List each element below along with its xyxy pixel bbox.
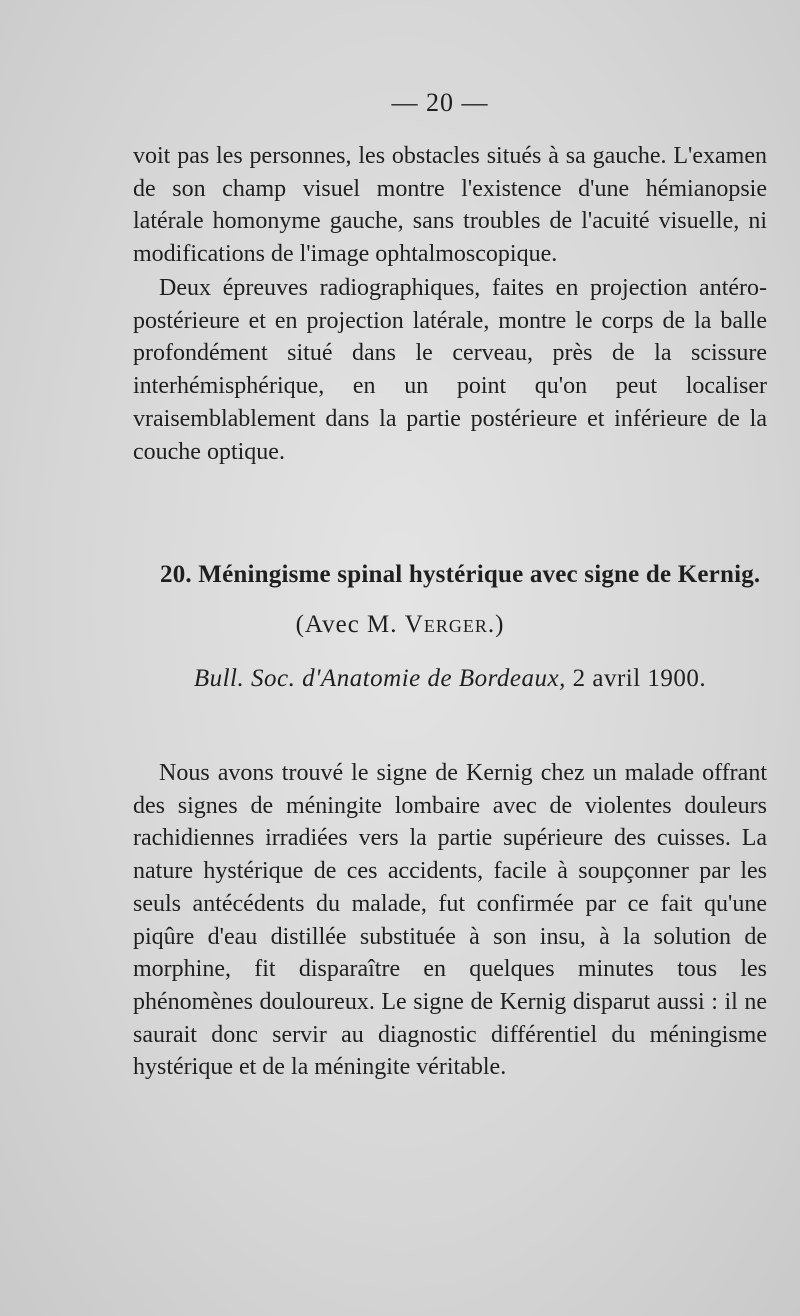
coauthor-prefix: (Avec M.	[295, 611, 405, 638]
section-heading: 20. Méningisme spinal hystérique avec signe de Kernig.	[160, 561, 761, 588]
paragraph-text: Nous avons trouvé le signe de Kernig chez un malade offrant des signes de méningite lombaire avec de violentes douleurs rachidiennes irradiées vers la partie supérieure des cuisses. La nature hystérique de ces accidents, facile à soupçonner par les seuls antécédents du malade, fut confirmée par ce fait qu'une piqûre d'eau distillée substituée à son insu, à la solution de morphine, fit disparaître en quelques minutes tous les phénomènes douloureux. Le signe de Kernig disparut aussi : il ne saurait donc servir au diagnostic différentiel du méningisme hystérique et de la méningite véritable.	[133, 760, 767, 1081]
citation-line	[0, 665, 800, 693]
citation-journal: Bull. Soc. d'Anatomie de Bordeaux,	[193, 665, 566, 692]
kernig-paragraph	[133, 757, 767, 1084]
coauthor-line	[0, 611, 800, 639]
page-number: — 20 —	[391, 88, 489, 117]
paragraph-text: Deux épreuves radiographiques, faites en projection antéro-postérieure et en projection latérale, montre le corps de la balle profondément situé dans le cerveau, près de la scissure interhémisphérique, en un point qu'on peut localiser vraisemblablement dans la partie postérieure et inférieure de la couche optique.	[133, 275, 767, 465]
continued-paragraph	[133, 140, 767, 271]
citation-date: 2 avril 1900.	[572, 665, 707, 692]
coauthor-name: Verger	[404, 611, 488, 638]
paragraph-text: voit pas les personnes, les obstacles situés à sa gauche. L'examen de son champ visuel montre l'existence d'une hémianopsie latérale homonyme gauche, sans troubles de l'acuité visuelle, ni modifications de l'image ophtalmoscopique.	[133, 143, 767, 268]
radiography-paragraph	[133, 272, 767, 468]
coauthor-suffix: .)	[487, 611, 505, 638]
